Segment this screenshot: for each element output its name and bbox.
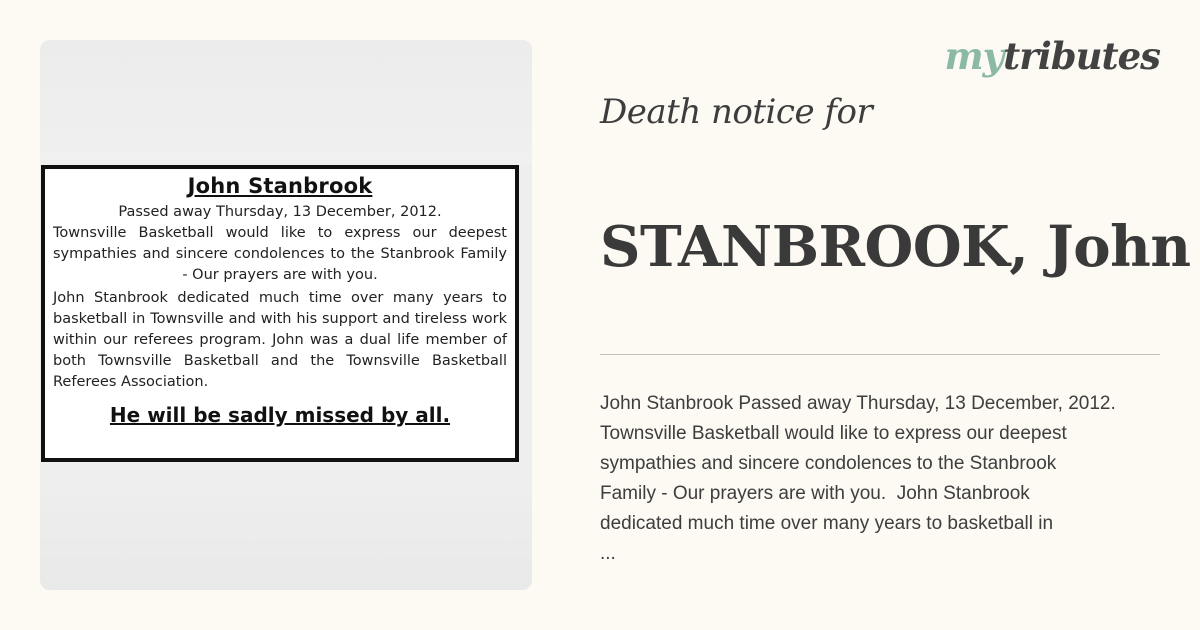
excerpt-line: sympathies and sincere condolences to the Stanbrook: [600, 453, 1057, 474]
logo-part-my: my: [944, 34, 1004, 78]
newspaper-clipping: [41, 165, 519, 462]
clipping-name: John Stanbrook: [187, 174, 373, 198]
clipping-closing: He will be sadly missed by all.: [109, 403, 451, 427]
image-background-top: [40, 40, 532, 165]
clipping-paragraph-1: Townsville Basketball would like to express our deepest sympathies and sincere condolences to the Stanbrook Family - Our prayers are with you.: [53, 225, 507, 283]
notice-image: [40, 40, 532, 590]
logo-part-tributes: tributes: [1003, 34, 1160, 78]
image-background-bottom: [40, 462, 532, 590]
excerpt-line: dedicated much time over many years to basketball in: [600, 513, 1054, 534]
notice-subtitle: Death notice for: [600, 92, 873, 132]
excerpt-line: Family - Our prayers are with you. John Stanbrook: [600, 483, 1030, 504]
mytributes-logo: [944, 34, 1160, 78]
divider: [600, 354, 1160, 355]
excerpt-line: John Stanbrook Passed away Thursday, 13 December, 2012.: [600, 393, 1116, 414]
deceased-name: STANBROOK, John: [600, 214, 1191, 280]
clipping-passed: Passed away Thursday, 13 December, 2012.: [118, 204, 442, 220]
excerpt-line: Townsville Basketball would like to express our deepest: [600, 423, 1067, 444]
notice-excerpt: [600, 389, 1190, 569]
excerpt-ellipsis: ...: [600, 543, 616, 564]
clipping-paragraph-2: John Stanbrook dedicated much time over many years to basketball in Townsville and with his support and tireless work within our referees program. John was a dual life member of both Townsville Basketball and the Townsville Basketball Referees Association.: [53, 290, 507, 390]
